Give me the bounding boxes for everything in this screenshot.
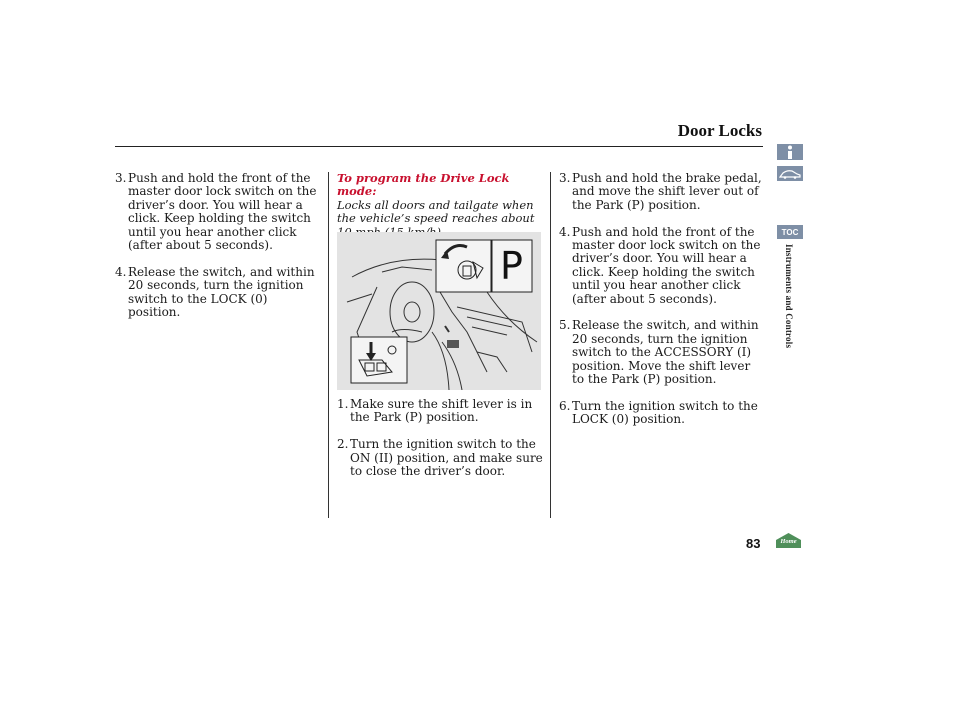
step-text: Turn the ignition switch to the LOCK (0) position.: [572, 398, 758, 427]
step-number: 4.: [559, 224, 571, 239]
column-1: [115, 172, 320, 333]
column-2: [337, 172, 543, 239]
step-number: 4.: [115, 264, 127, 279]
step-text: Release the switch, and within 20 seconds, turn the ignition switch to the LOCK (0) position.: [128, 264, 315, 320]
step-number: 3.: [115, 171, 127, 185]
column-2-steps: [337, 398, 543, 492]
step-number: 5.: [559, 318, 571, 333]
column-divider: [328, 172, 329, 518]
park-label: P: [500, 244, 523, 288]
ignition-shift-illustration: [337, 232, 541, 390]
column-divider: [550, 172, 551, 518]
toc-button[interactable]: [777, 225, 803, 239]
home-button[interactable]: [775, 532, 802, 549]
list-item: [559, 172, 764, 212]
list-item: [337, 398, 543, 425]
step-text: Push and hold the front of the master door lock switch on the driver’s door. You will hear a click. Keep holding the switch until you hear another click (after about 5 seconds).: [128, 171, 317, 253]
column-3: [559, 172, 764, 440]
step-text: Turn the ignition switch to the ON (II) position, and make sure to close the driver’s door.: [350, 437, 543, 479]
program-title: To program the Drive Lock mode:: [337, 171, 510, 199]
step-text: Release the switch, and within 20 seconds, turn the ignition switch to the ACCESSORY (I) position. Move the shift lever to the Park (P) position.: [572, 318, 759, 387]
list-item: [559, 400, 764, 427]
list-item: [115, 266, 320, 320]
list-item: [559, 319, 764, 386]
header-rule: [115, 146, 763, 147]
section-label: Instruments and Controls: [784, 244, 794, 349]
info-icon[interactable]: [777, 144, 803, 160]
page-number: 83: [746, 536, 761, 551]
step-text: Push and hold the brake pedal, and move the shift lever out of the Park (P) position.: [572, 171, 762, 212]
page-title: Door Locks: [677, 121, 762, 140]
step-number: 2.: [337, 437, 349, 452]
step-text: Push and hold the front of the master door lock switch on the driver’s door. You will hear a click. Keep holding the switch until you hear another click (after about 5 seconds).: [572, 224, 761, 306]
car-glyph-icon: [779, 169, 801, 179]
list-item: [115, 172, 320, 252]
step-text: Make sure the shift lever is in the Park (P) position.: [350, 397, 533, 425]
toc-label: TOC: [781, 227, 799, 237]
info-glyph-icon: [785, 145, 795, 159]
list-item: [559, 226, 764, 306]
home-label: Home: [780, 538, 797, 545]
step-number: 6.: [559, 398, 571, 413]
car-icon[interactable]: [777, 166, 803, 181]
step-number: 3.: [559, 171, 571, 185]
list-item: [337, 438, 543, 478]
program-description: Locks all doors and tailgate when the vehicle’s speed reaches about: [337, 197, 535, 226]
step-number: 1.: [337, 397, 349, 411]
